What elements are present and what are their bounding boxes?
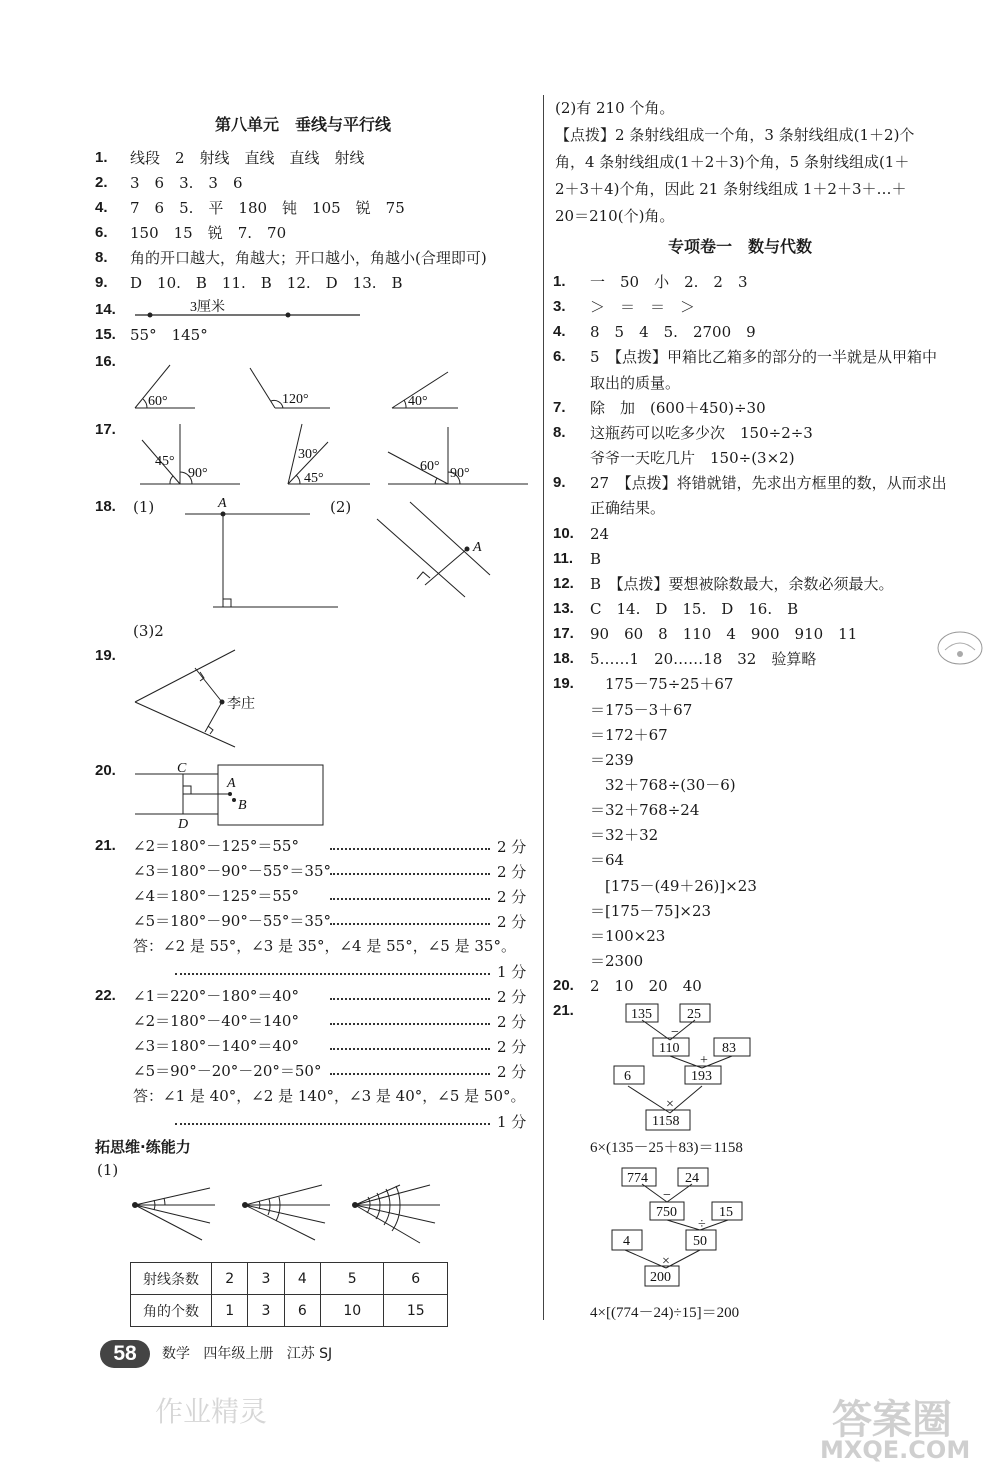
q21-score: 2 分 — [497, 888, 527, 906]
q21-number: 21. — [95, 837, 116, 854]
q22-score: 2 分 — [497, 1013, 527, 1031]
q19-number: 19. — [95, 647, 116, 664]
ray-angle-table — [130, 1262, 448, 1327]
q15-answer: 55° 145° — [130, 326, 208, 344]
tree2-a: 774 — [627, 1171, 648, 1186]
q14-length-label: 3厘米 — [190, 300, 225, 315]
q22-step: ∠1＝220°－180°＝40° — [133, 987, 299, 1005]
right-line-answer: 正确结果。 — [590, 499, 666, 518]
section-title: 专项卷一 数与代数 — [668, 237, 813, 256]
q20-number: 20. — [95, 762, 116, 779]
right-note-line: 角，4 条射线组成(1＋2＋3)个角，5 条射线组成(1＋ — [555, 153, 910, 171]
right-line-answer: C 14. D 15. D 16. B — [590, 599, 799, 618]
right-note-line: 2＋3＋4)个角，因此 21 条射线组成 1＋2＋3＋…＋ — [555, 180, 907, 198]
q21-dot-leader — [175, 973, 490, 975]
q18-point-a-1: A — [218, 496, 227, 511]
right-line-number: 17. — [553, 625, 574, 643]
tree1-d: 6 — [624, 1069, 631, 1084]
right-line-answer: 取出的质量。 — [590, 373, 681, 392]
q17-figure-1 — [140, 424, 240, 484]
q22-step: ∠3＝180°－140°＝40° — [133, 1037, 299, 1055]
q17-figure-2 — [288, 424, 370, 486]
q22-step: 答：∠1 是 40°，∠2 是 140°，∠3 是 40°，∠5 是 50°。 — [133, 1087, 526, 1105]
q21-score: 2 分 — [497, 838, 527, 856]
left-line-answer: 角的开口越大，角越大；开口越小，角越小(合理即可) — [130, 249, 487, 267]
q17-label-1: 45° — [155, 454, 175, 469]
expand-title: 拓思维·练能力 — [95, 1138, 191, 1156]
right-line-answer: ＝[175－75]×23 — [590, 901, 712, 920]
right-line-answer: ＝172＋67 — [590, 725, 668, 744]
left-line-answer: 7 6 5. 平 180 钝 105 锐 75 — [130, 199, 405, 217]
q16-label-2: 120° — [282, 392, 309, 407]
right-line-answer: 90 60 8 110 4 900 910 11 — [590, 625, 858, 644]
table-cell: 6 — [384, 1263, 448, 1295]
stamp-icon — [935, 628, 985, 668]
q21-step: ∠5＝180°－90°－55°＝35° — [133, 912, 332, 930]
left-line-answer: D 10. B 11. B 12. D 13. B — [130, 274, 403, 292]
watermark-site: MXQE.COM — [820, 1436, 971, 1464]
left-line-answer: 3 6 3. 3 6 — [130, 174, 243, 192]
tree2-abc: 50 — [693, 1234, 707, 1249]
left-line-number: 2. — [95, 174, 108, 191]
table-cell: 15 — [384, 1295, 448, 1327]
q18-figure-1 — [185, 496, 338, 607]
tree1-c: 83 — [722, 1041, 736, 1056]
q17-label-5: 60° — [420, 459, 440, 474]
calc-tree-2 — [600, 1160, 800, 1290]
tree2-ab: 750 — [656, 1205, 677, 1220]
q22-step: ∠2＝180°－40°＝140° — [133, 1012, 299, 1030]
right-line-number: 10. — [553, 524, 574, 542]
q18-part3: (3)2 — [133, 622, 164, 640]
left-line-answer: 150 15 锐 7. 70 — [130, 224, 287, 242]
q21-score: 2 分 — [497, 913, 527, 931]
table-cell: 1 — [212, 1295, 248, 1327]
ray-figure-3 — [353, 1185, 441, 1243]
edition: 江苏 SJ — [286, 1346, 333, 1362]
right-line-number: 1. — [553, 273, 566, 290]
q20-figure — [135, 762, 335, 830]
q18-part1: (1) — [133, 498, 155, 516]
right-line-answer: 32＋768÷(30－6) — [590, 776, 736, 794]
table-cell: 5 — [320, 1263, 383, 1295]
right-line-number: 19. — [553, 675, 574, 693]
tree1-b: 25 — [687, 1007, 701, 1022]
right-line-answer: 8 5 4 5. 2700 9 — [590, 323, 756, 342]
q21-dot-leader — [330, 873, 490, 875]
q22-step: ∠5＝90°－20°－20°＝50° — [133, 1062, 322, 1080]
q21-dot-leader — [330, 848, 490, 850]
right-line-answer: ＝64 — [590, 851, 625, 870]
q22-score: 2 分 — [497, 1038, 527, 1056]
right-line-answer: 5……1 20……18 32 验算略 — [590, 650, 817, 669]
left-line-answer: 线段 2 射线 直线 直线 射线 — [130, 149, 365, 167]
q18-number: 18. — [95, 498, 116, 515]
tree2-op3: × — [662, 1254, 670, 1269]
table-cell: 3 — [248, 1263, 284, 1295]
calc-tree-1 — [600, 998, 800, 1128]
column-divider — [543, 95, 544, 1320]
page-number: 58 — [100, 1340, 150, 1368]
q21-step: ∠4＝180°－125°＝55° — [133, 887, 299, 905]
grade: 四年级上册 — [203, 1346, 274, 1362]
tree2-c: 15 — [719, 1205, 733, 1220]
table-row-header: 射线条数 — [131, 1263, 212, 1295]
right-line-number: 11. — [553, 549, 574, 567]
q22-dot-leader — [330, 998, 490, 1000]
q18-part2: (2) — [330, 498, 352, 516]
q17-label-3: 30° — [298, 447, 318, 462]
q22-number: 22. — [95, 987, 116, 1004]
table-row — [131, 1263, 448, 1295]
right-line-number: 4. — [553, 323, 566, 341]
tree2-b: 24 — [685, 1171, 699, 1186]
right-line-number: 20. — [553, 977, 574, 995]
ray-figure-1 — [133, 1188, 216, 1240]
q22-dot-leader — [330, 1073, 490, 1075]
q17-label-2: 90° — [188, 466, 208, 481]
right-line-number: 9. — [553, 474, 566, 492]
right-line-answer: B — [590, 549, 602, 568]
right-line-answer: ＝32＋32 — [590, 826, 659, 845]
right-line-number: 18. — [553, 650, 574, 668]
q16-angle-40 — [392, 372, 458, 409]
right-line-answer: ＝100×23 — [590, 926, 666, 945]
subject: 数学 — [162, 1346, 190, 1362]
right-note-line: 20＝210(个)角。 — [555, 207, 675, 225]
q21-step: 答：∠2 是 55°，∠3 是 35°，∠4 是 55°，∠5 是 35°。 — [133, 937, 516, 955]
right-line-answer: 爷爷一天吃几片 150÷(3×2) — [590, 449, 795, 468]
q14-segment-figure — [130, 300, 370, 325]
table-cell: 10 — [320, 1295, 383, 1327]
book-info — [162, 1343, 332, 1363]
q15-number: 15. — [95, 326, 116, 343]
tree1-op3: × — [666, 1097, 674, 1112]
q20-point-d: D — [178, 817, 189, 832]
q20-point-b: B — [238, 798, 247, 813]
q20-point-c: C — [177, 761, 187, 776]
right-line-answer: B 【点拨】要想被除数最大，余数必须最大。 — [590, 574, 894, 593]
q21-score: 1 分 — [497, 963, 527, 981]
right-line-number: 3. — [553, 298, 566, 316]
right-line-answer: 175－75÷25＋67 — [590, 675, 734, 694]
table-cell: 3 — [248, 1295, 284, 1327]
right-line-answer: ＝32＋768÷24 — [590, 801, 700, 820]
right-line-answer: ＝239 — [590, 750, 634, 769]
q21-dot-leader — [330, 923, 490, 925]
left-line-number: 1. — [95, 149, 108, 166]
q17-label-6: 90° — [450, 466, 470, 481]
right-line-number: 6. — [553, 348, 566, 366]
q22-dot-leader — [330, 1023, 490, 1025]
table-cell: 4 — [284, 1263, 320, 1295]
q19-road-figure — [130, 650, 255, 750]
tree2-formula: 4×[(774－24)÷15]＝200 — [590, 1305, 740, 1321]
expand-ray-figures — [130, 1185, 450, 1255]
right-line-answer: ＝175－3＋67 — [590, 700, 693, 719]
table-cell: 6 — [284, 1295, 320, 1327]
table-row — [131, 1295, 448, 1327]
tree1-op2: + — [700, 1053, 708, 1068]
tree2-op2: ÷ — [698, 1217, 706, 1232]
right-line-number: 13. — [553, 599, 574, 617]
watermark-stamp: 作业精灵 — [155, 1395, 268, 1428]
q22-score: 2 分 — [497, 988, 527, 1006]
q16-angle-60 — [135, 365, 195, 409]
left-line-number: 6. — [95, 224, 108, 241]
watermark-brand: 答案圈 — [832, 1397, 952, 1443]
right-line-answer: 除 加 (600＋450)÷30 — [590, 398, 766, 417]
tree1-abc: 193 — [691, 1069, 712, 1084]
q18-perpendicular-figures — [180, 497, 500, 617]
table-row-header: 角的个数 — [131, 1295, 212, 1327]
q17-number: 17. — [95, 421, 116, 438]
q17-label-4: 45° — [304, 471, 324, 486]
right-line-answer: 27 【点拨】将错就错，先求出方框里的数，从而求出 — [590, 474, 947, 493]
q16-angle-figures — [130, 360, 530, 415]
q21-score: 2 分 — [497, 863, 527, 881]
right-note-line: (2)有 210 个角。 — [555, 99, 675, 117]
q18-figure-2 — [377, 502, 490, 597]
q22-score: 2 分 — [497, 1063, 527, 1081]
right-line-number: 8. — [553, 423, 566, 441]
right-line-answer: 一 50 小 2. 2 3 — [590, 273, 748, 291]
tree1-a: 135 — [631, 1007, 652, 1022]
left-line-number: 9. — [95, 274, 108, 291]
right-line-number: 21. — [553, 1002, 574, 1020]
q22-dot-leader — [330, 1048, 490, 1050]
right-line-answer: 2 10 20 40 — [590, 977, 702, 996]
right-note-line: 【点拨】2 条射线组成一个角，3 条射线组成(1＋2)个 — [555, 126, 915, 144]
expand-part1: (1) — [97, 1161, 119, 1179]
ray-figure-2 — [243, 1185, 331, 1240]
table-cell: 2 — [212, 1263, 248, 1295]
q21-dot-leader — [330, 898, 490, 900]
right-line-answer: 5 【点拨】甲箱比乙箱多的部分的一半就是从甲箱中 — [590, 348, 938, 367]
q17-figure-3 — [388, 427, 528, 484]
left-line-number: 8. — [95, 249, 108, 266]
q21-step: ∠2＝180°－125°＝55° — [133, 837, 299, 855]
q22-dot-leader — [175, 1123, 490, 1125]
q18-point-a-2: A — [473, 540, 482, 555]
q21-step: ∠3＝180°－90°－55°＝35° — [133, 862, 332, 880]
q14-number: 14. — [95, 301, 116, 318]
right-line-answer: ＞ ＝ ＝ ＞ — [590, 298, 696, 317]
left-line-number: 4. — [95, 199, 108, 216]
tree2-op1: − — [663, 1188, 671, 1203]
tree1-formula: 6×(135－25＋83)＝1158 — [590, 1140, 743, 1156]
tree1-result: 1158 — [652, 1114, 680, 1129]
q17-angle-figures — [130, 422, 530, 492]
right-line-answer: 24 — [590, 524, 610, 543]
right-line-answer: ＝2300 — [590, 952, 644, 971]
right-line-number: 12. — [553, 574, 574, 592]
right-line-answer: 这瓶药可以吃多少次 150÷2÷3 — [590, 423, 813, 442]
q16-number: 16. — [95, 353, 116, 370]
q22-score: 1 分 — [497, 1113, 527, 1131]
right-line-answer: [175－(49＋26)]×23 — [590, 876, 757, 895]
q16-label-1: 60° — [148, 394, 168, 409]
q20-point-a: A — [227, 776, 236, 791]
tree2-result: 200 — [650, 1270, 671, 1285]
q16-label-3: 40° — [408, 394, 428, 409]
q16-angle-120 — [250, 368, 330, 408]
unit-title: 第八单元 垂线与平行线 — [215, 115, 392, 134]
tree2-d: 4 — [623, 1234, 630, 1249]
tree1-op1: − — [671, 1025, 679, 1040]
q19-village-label: 李庄 — [227, 697, 255, 712]
right-line-number: 7. — [553, 398, 566, 416]
tree1-ab: 110 — [659, 1041, 680, 1056]
